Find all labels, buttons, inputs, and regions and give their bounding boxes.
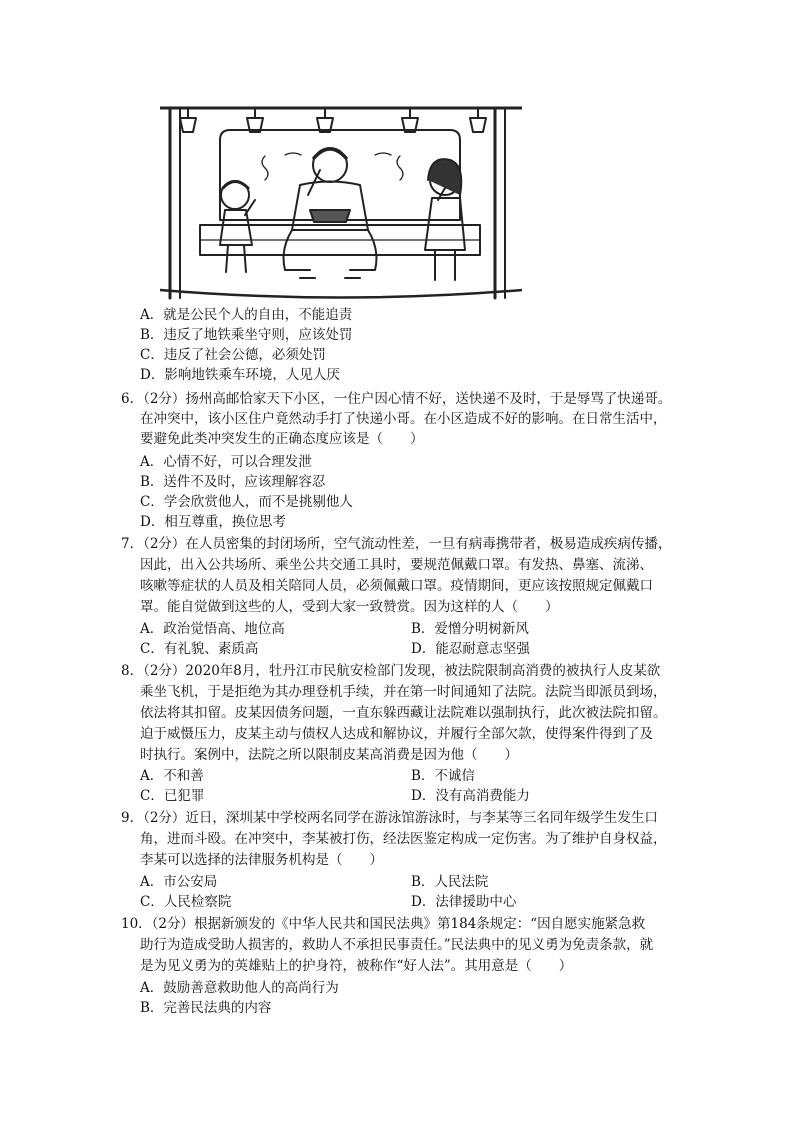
q10-option-b: B．完善民法典的内容 [140,1000,272,1016]
q8-option-c: C．已犯罪 [140,788,205,804]
q7-option-b: B．爱憎分明树新风 [411,621,529,637]
q7-option-c: C．有礼貌、素质高 [140,641,259,657]
q8-option-a: A．不和善 [140,768,204,784]
q6-option-b: B．送件不及时，应该理解容忍 [140,474,326,490]
q6-stem-line-3: 要避免此类冲突发生的正确态度应该是（ ） [140,431,424,447]
q10-option-a: A．鼓励善意救助他人的高尚行为 [140,980,339,996]
q6-option-a: A．心情不好，可以合理发泄 [140,454,312,470]
q9-stem-line-1: 9．（2分）近日，深圳某中学校两名同学在游泳馆游泳时，与李某等三名同年级学生发生口 [121,810,658,826]
q7-option-d: D．能忍耐意志坚强 [411,641,530,657]
q7-option-a: A．政治觉悟高、地位高 [140,621,285,637]
q5-option-d: D．影响地铁乘车环境，人见人厌 [140,367,340,383]
q9-stem-line-3: 李某可以选择的法律服务机构是（ ） [140,852,383,868]
q8-stem-line-1: 8．（2分）2020年8月，牡丹江市民航安检部门发现，被法院限制高消费的被执行人皮某欲 [121,663,661,679]
q6-stem-line-2: 在冲突中，该小区住户竟然动手打了快递小哥。在小区造成不好的影响。在日常生活中， [140,411,667,427]
q6-option-c: C．学会欣赏他人，而不是挑剔他人 [140,494,353,510]
q9-option-b: B．人民法院 [411,874,489,890]
q8-stem-line-4: 迫于威慑压力，皮某主动与债权人达成和解协议，并履行全部欠款，使得案件得到了及 [140,726,653,742]
q8-option-b: B．不诚信 [411,768,475,784]
q9-option-d: D．法律援助中心 [411,894,517,910]
q9-option-c: C．人民检察院 [140,894,232,910]
q9-option-a: A．市公安局 [140,874,218,890]
q6-option-d: D．相互尊重，换位思考 [140,514,286,530]
subway-eating-illustration [160,100,522,302]
q10-stem-line-1: 10．（2分）根据新颁发的《中华人民共和国民法典》第184条规定：“因自愿实施紧急救 [121,916,646,932]
q5-option-c: C．违反了社会公德，必须处罚 [140,347,326,363]
q10-stem-line-3: 是为见义勇为的英雄贴上的护身符，被称作“好人法”。其用意是（ ） [140,958,573,974]
q8-stem-line-3: 依法将其扣留。皮某因债务问题，一直东躲西藏让法院难以强制执行，此次被法院扣留。 [140,705,667,721]
q5-option-a: A．就是公民个人的自由，不能追责 [140,307,353,323]
q8-option-d: D．没有高消费能力 [411,788,530,804]
q8-stem-line-2: 乘坐飞机，于是拒绝为其办理登机手续，并在第一时间通知了法院。法院当即派员到场， [140,684,667,700]
q8-stem-line-5: 时执行。案例中，法院之所以限制皮某高消费是因为他（ ） [140,747,518,763]
q10-stem-line-2: 助行为造成受助人损害的，救助人不承担民事责任。”民法典中的见义勇为免责条款，就 [140,937,654,953]
q7-stem-line-1: 7．（2分）在人员密集的封闭场所，空气流动性差，一旦有病毒携带者，极易造成疾病传播， [121,536,672,552]
q5-option-b: B．违反了地铁乘坐守则，应该处罚 [140,327,353,343]
q9-stem-line-2: 角，进而斗殴。在冲突中，李某被打伤，经法医鉴定构成一定伤害。为了维护自身权益， [140,831,667,847]
q7-stem-line-4: 罩。能自觉做到这些的人，受到大家一致赞赏。因为这样的人（ ） [140,599,559,615]
q6-stem-line-1: 6．（2分）扬州高邮恰家天下小区，一住户因心情不好，送快递不及时，于是辱骂了快递哥。 [121,391,672,407]
q7-stem-line-3: 咳嗽等症状的人员及相关陪同人员，必须佩戴口罩。疫情期间，更应该按照规定佩戴口 [140,578,653,594]
q7-stem-line-2: 因此，出入公共场所、乘坐公共交通工具时，要规范佩戴口罩。有发热、鼻塞、流涕、 [140,557,653,573]
